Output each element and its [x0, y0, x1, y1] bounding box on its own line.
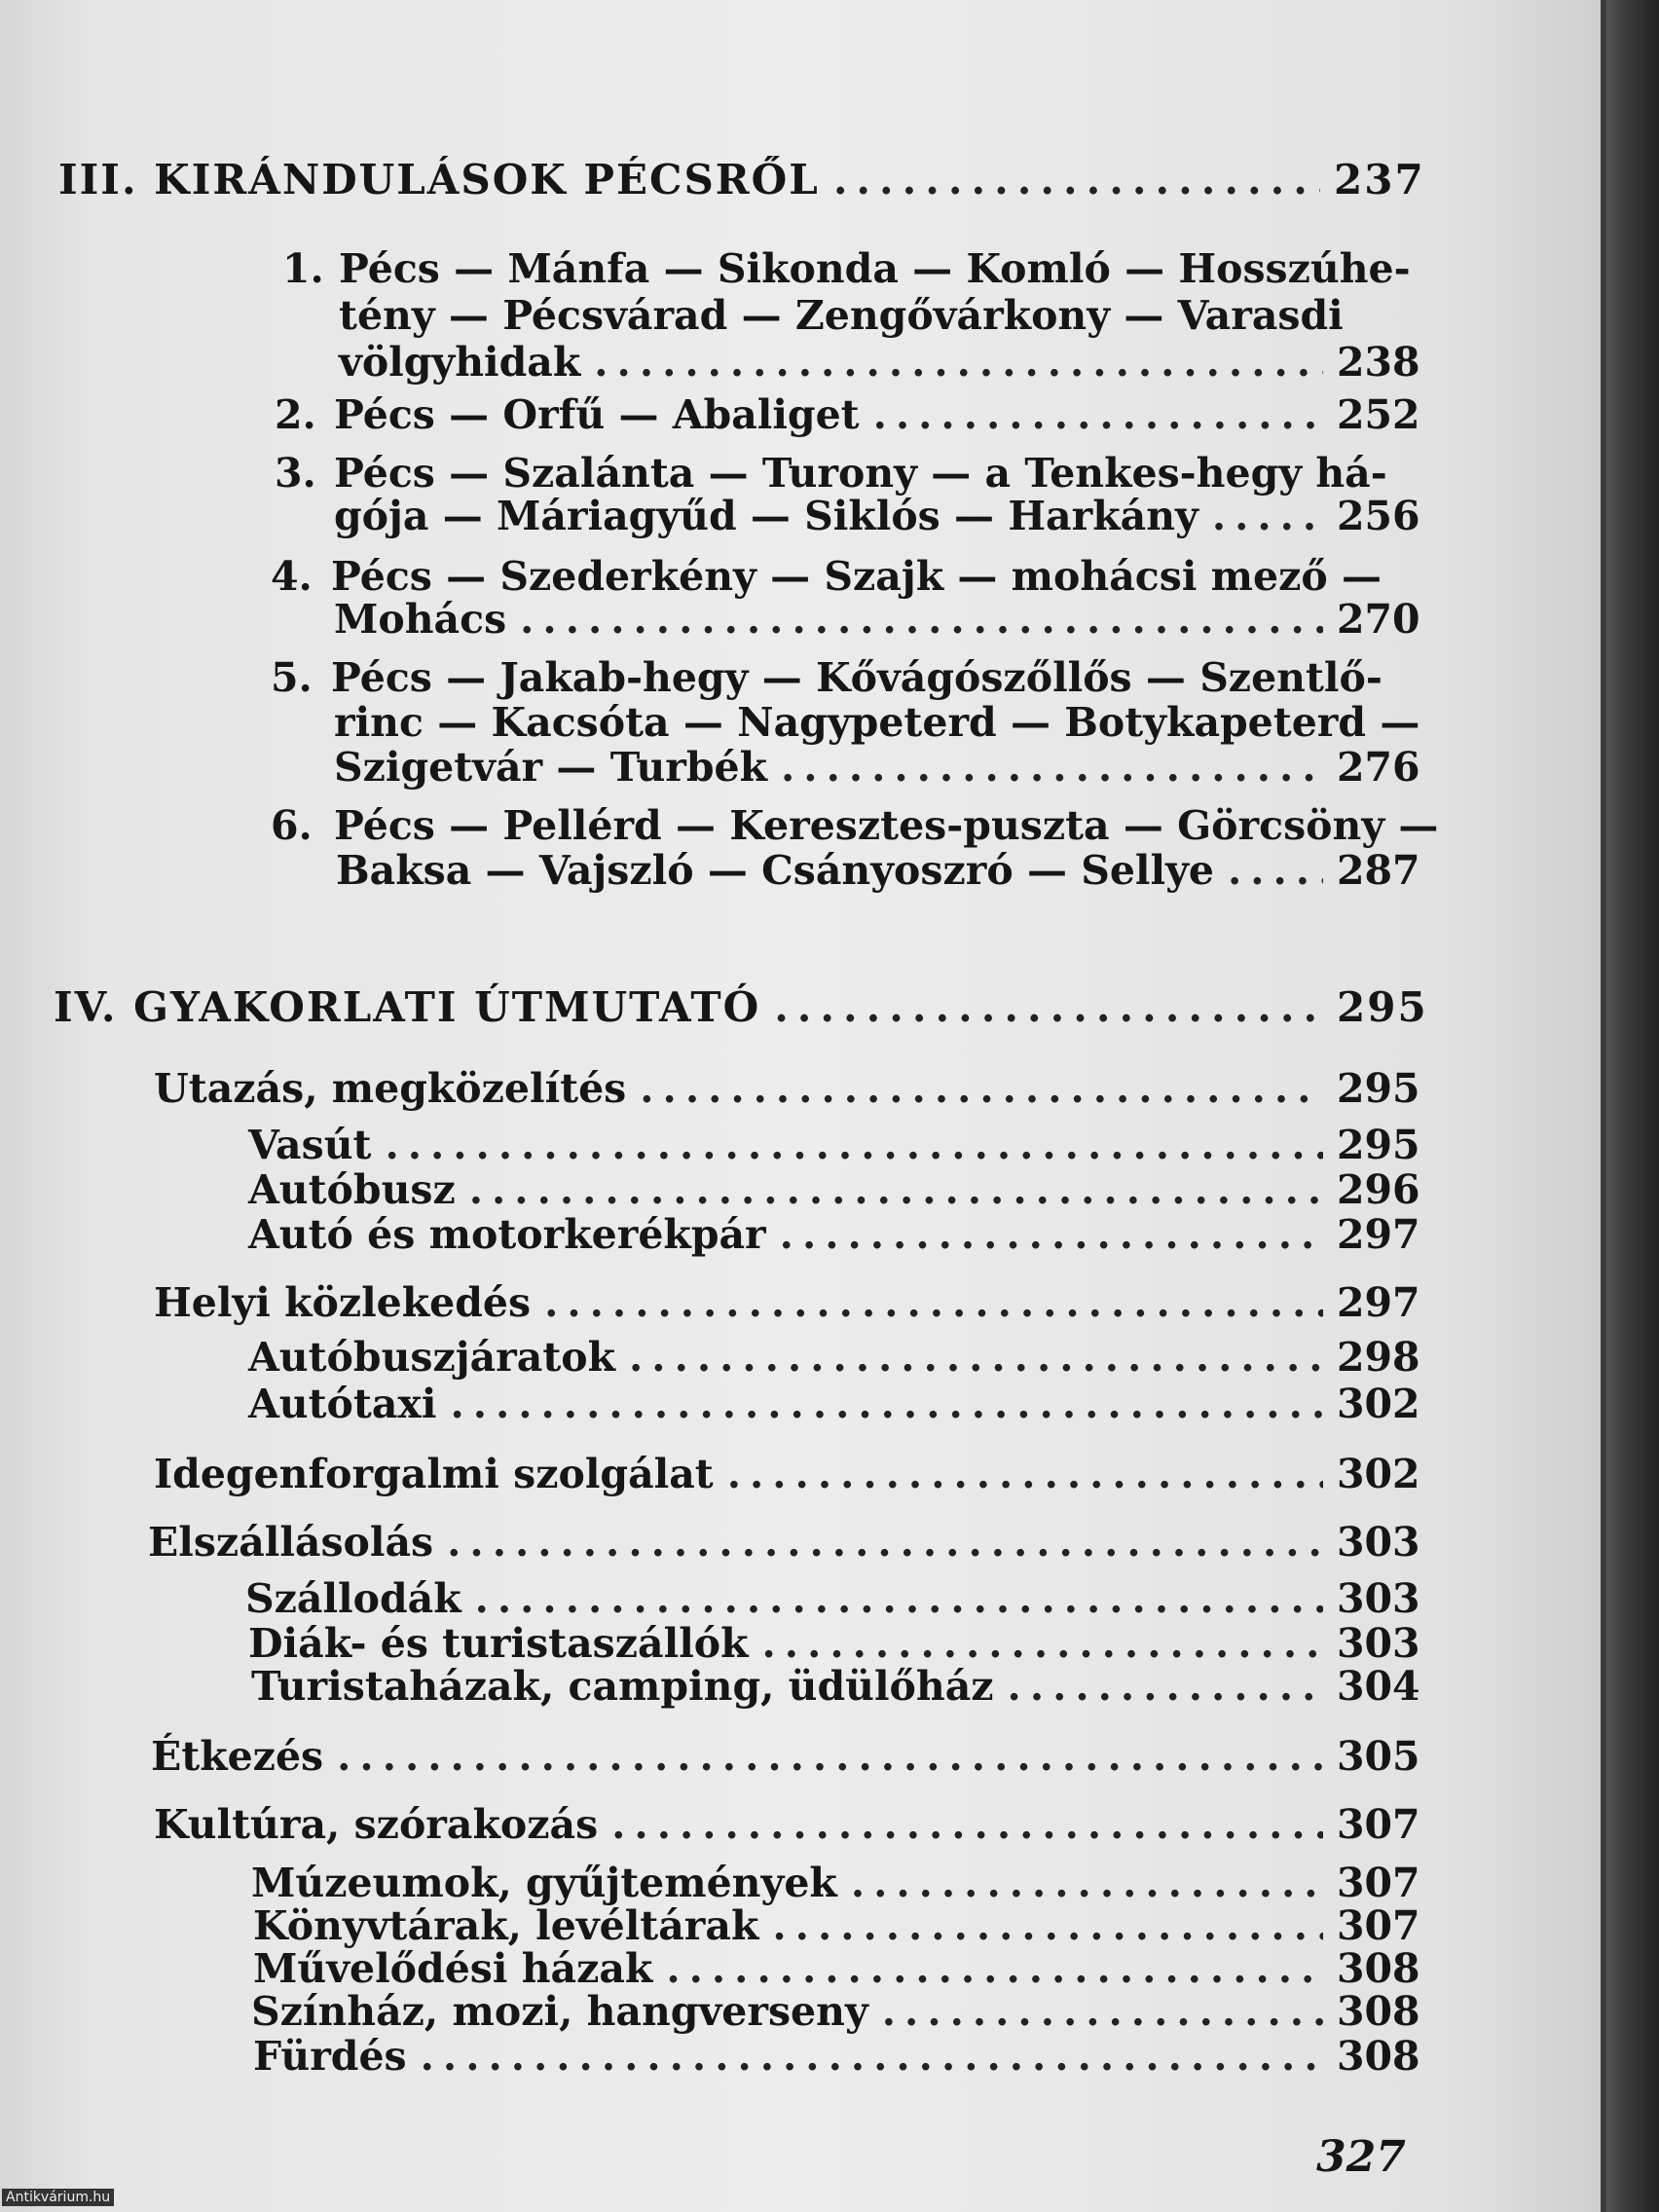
entry-label: Autóbusz	[248, 1166, 456, 1213]
entry-number: 5.	[271, 654, 313, 701]
entry-text-line: Pécs — Pellérd — Keresztes-puszta — Görcsöny —	[334, 802, 1439, 849]
dot-leader	[833, 156, 1320, 203]
toc-entry	[248, 1381, 1420, 1427]
entry-text-line: Pécs — Szederkény — Szajk — mohácsi mező —	[331, 553, 1382, 600]
entry-label: Étkezés	[151, 1733, 324, 1780]
section-heading-4	[54, 983, 1428, 1031]
toc-entry	[251, 1860, 1420, 1906]
page-number: 252	[1337, 391, 1420, 438]
dot-leader	[594, 339, 1323, 386]
entry-label: Autótaxi	[248, 1381, 437, 1427]
entry-number: 4.	[271, 553, 313, 600]
dot-leader	[447, 1519, 1323, 1566]
dot-leader	[385, 1122, 1323, 1168]
dot-leader	[762, 1620, 1323, 1667]
page-number: 295	[1337, 1122, 1420, 1168]
entry-text-line: tény — Pécsvárad — Zengővárkony — Varasdi	[339, 292, 1344, 339]
page-number: 307	[1337, 1860, 1420, 1906]
toc-entry	[253, 1902, 1420, 1949]
page-number: 297	[1337, 1211, 1420, 1258]
dot-leader	[337, 1733, 1323, 1780]
entry-label: Helyi közlekedés	[154, 1279, 532, 1326]
page-number: 295	[1337, 1065, 1420, 1112]
entry-number: 2.	[275, 391, 316, 438]
page-number: 297	[1337, 1279, 1420, 1326]
toc-entry	[248, 1620, 1420, 1667]
entry-label: Művelődési házak	[253, 1945, 653, 1992]
entry-label: Mohács	[334, 596, 507, 643]
page-number: 305	[1337, 1733, 1420, 1780]
entry-label: Szigetvár — Turbék	[334, 744, 768, 791]
toc-entry	[339, 339, 1420, 386]
entry-label: Szállodák	[245, 1575, 461, 1622]
entry-label: Diák- és turistaszállók	[248, 1620, 749, 1667]
entry-text-line: Pécs — Szalánta — Turony — a Tenkes-hegy há-	[334, 450, 1387, 497]
folio-page-number: 327	[1316, 2132, 1406, 2182]
page-number: 303	[1337, 1575, 1420, 1622]
entry-label: Turistaházak, camping, üdülőház	[251, 1663, 994, 1710]
page-number: 270	[1337, 596, 1420, 643]
entry-label: Pécs — Orfű — Abaliget	[334, 391, 860, 438]
page-number: 307	[1337, 1902, 1420, 1949]
dot-leader	[882, 1988, 1323, 2035]
toc-entry	[334, 391, 1420, 438]
section-title: IV. GYAKORLATI ÚTMUTATÓ	[54, 983, 761, 1031]
toc-entry	[154, 1279, 1420, 1326]
toc-entry	[334, 596, 1420, 643]
dot-leader	[851, 1860, 1323, 1906]
entry-label: gója — Máriagyűd — Siklós — Harkány	[334, 493, 1198, 539]
page-number: 295	[1337, 983, 1428, 1031]
page-number: 308	[1337, 1988, 1420, 2035]
page-number: 304	[1337, 1663, 1420, 1710]
page-number: 256	[1337, 493, 1420, 539]
page-number: 296	[1337, 1166, 1420, 1213]
entry-label: Baksa — Vajszló — Csányoszró — Sellye	[336, 847, 1214, 894]
dot-leader	[1212, 493, 1323, 539]
page-number: 307	[1337, 1801, 1420, 1848]
page-number: 308	[1337, 1945, 1420, 1992]
page-number: 276	[1337, 744, 1420, 791]
dot-leader	[1008, 1663, 1323, 1710]
toc-entry	[154, 1065, 1420, 1112]
dot-leader	[469, 1166, 1323, 1213]
section-heading-3	[58, 156, 1425, 203]
toc-entry	[253, 1945, 1420, 1992]
toc-entry	[245, 1575, 1420, 1622]
toc-entry	[253, 2033, 1420, 2080]
dot-leader	[611, 1801, 1323, 1848]
toc-entry	[248, 1122, 1420, 1168]
entry-text-line: rinc — Kacsóta — Nagypeterd — Botykapeterd —	[334, 699, 1420, 746]
toc-entry	[154, 1801, 1420, 1848]
toc-entry	[248, 1166, 1420, 1213]
entry-label: Autó és motorkerékpár	[248, 1211, 766, 1258]
page-number: 303	[1337, 1620, 1420, 1667]
toc-entry	[148, 1519, 1420, 1566]
toc-entry	[154, 1451, 1420, 1497]
dot-leader	[781, 744, 1323, 791]
dot-leader	[666, 1945, 1323, 1992]
dot-leader	[780, 1211, 1323, 1258]
entry-label: Múzeumok, gyűjtemények	[251, 1860, 837, 1906]
toc-entry	[251, 1988, 1420, 2035]
page-number: 287	[1337, 847, 1420, 894]
toc-entry	[334, 744, 1420, 791]
toc-entry	[151, 1733, 1420, 1780]
page-number: 298	[1337, 1334, 1420, 1381]
entry-label: Kultúra, szórakozás	[154, 1801, 599, 1848]
dot-leader	[772, 1902, 1323, 1949]
toc-entry	[251, 1663, 1420, 1710]
page-number: 302	[1337, 1381, 1420, 1427]
page-number: 308	[1337, 2033, 1420, 2080]
dot-leader	[520, 596, 1323, 643]
entry-label: völgyhidak	[339, 339, 581, 386]
entry-label: Színház, mozi, hangverseny	[251, 1988, 868, 2035]
dot-leader	[629, 1334, 1323, 1381]
dot-leader	[1228, 847, 1323, 894]
page-number: 303	[1337, 1519, 1420, 1566]
dot-leader	[873, 391, 1323, 438]
dot-leader	[544, 1279, 1323, 1326]
entry-label: Könyvtárak, levéltárak	[253, 1902, 759, 1949]
entry-text-line: Pécs — Jakab-hegy — Kővágószőllős — Szentlő-	[331, 654, 1382, 701]
dot-leader	[774, 983, 1323, 1031]
page-number: 237	[1334, 156, 1425, 203]
toc-entry	[248, 1211, 1420, 1258]
dot-leader	[727, 1451, 1323, 1497]
entry-label: Idegenforgalmi szolgálat	[154, 1451, 714, 1497]
page-number: 302	[1337, 1451, 1420, 1497]
entry-label: Vasút	[248, 1122, 372, 1168]
entry-label: Utazás, megközelítés	[154, 1065, 627, 1112]
entry-number: 6.	[271, 802, 313, 849]
toc-entry	[336, 847, 1420, 894]
watermark: Antikvárium.hu	[2, 2189, 114, 2206]
entry-label: Autóbuszjáratok	[248, 1334, 616, 1381]
book-spine	[1606, 0, 1659, 2212]
entry-text-line: Pécs — Mánfa — Sikonda — Komló — Hosszúhe-	[339, 245, 1411, 292]
section-title: III. KIRÁNDULÁSOK PÉCSRŐL	[58, 156, 820, 203]
toc-entry	[334, 493, 1420, 539]
entry-label: Elszállásolás	[148, 1519, 434, 1566]
dot-leader	[450, 1381, 1323, 1427]
dot-leader	[640, 1065, 1323, 1112]
entry-label: Fürdés	[253, 2033, 407, 2080]
entry-number: 3.	[275, 450, 316, 497]
dot-leader	[475, 1575, 1323, 1622]
dot-leader	[421, 2033, 1323, 2080]
toc-entry	[248, 1334, 1420, 1381]
entry-number: 1.	[282, 245, 324, 292]
page-number: 238	[1337, 339, 1420, 386]
